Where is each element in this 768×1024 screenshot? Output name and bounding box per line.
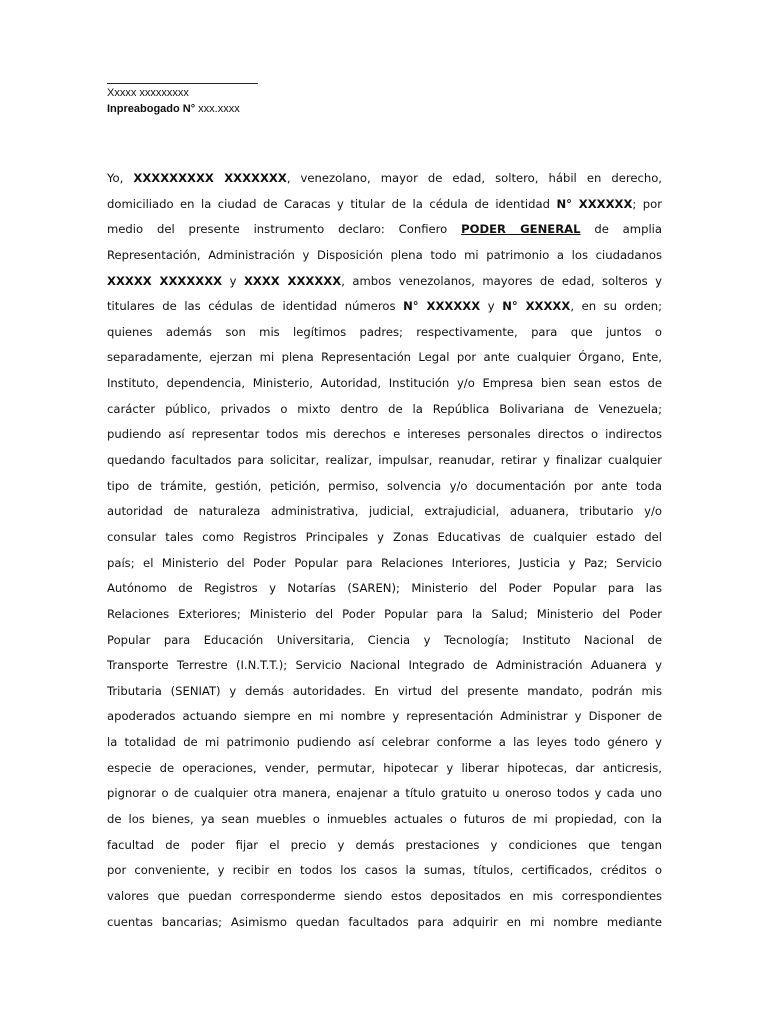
text-run: especie de operaciones, vender, permutar, hipotecar y liberar hipotecas, dar anticresis,: [107, 760, 662, 775]
power-of-attorney-body: [107, 166, 662, 935]
body-line: [107, 499, 662, 525]
text-run: medio del presente instrumento declaro: Confiero: [107, 222, 462, 237]
text-run: Tributaria (SENIAT) y demás autoridades. En virtud del presente mandato, podrán mis: [107, 683, 662, 698]
text-run: , venezolano, mayor de edad, soltero, hábil en derecho,: [286, 171, 662, 185]
text-run: pudiendo así representar todos mis derechos e intereses personales directos o indirectos: [107, 427, 662, 442]
body-line: [107, 243, 662, 269]
body-line: [107, 730, 662, 756]
text-run: Popular para Educación Universitaria, Ciencia y Tecnología; Instituto Nacional de: [107, 632, 662, 647]
body-line: [107, 192, 662, 218]
text-run: y: [222, 273, 244, 288]
body-line: [107, 422, 662, 448]
text-run: consular tales como Registros Principales y Zonas Educativas de cualquier estado del: [107, 529, 662, 544]
body-line: [107, 166, 662, 192]
text-run: , ambos venezolanos, mayores de edad, solteros y: [341, 273, 662, 288]
text-run: la totalidad de mi patrimonio pudiendo así celebrar conforme a las leyes todo género y: [107, 735, 662, 750]
text-run: cuentas bancarias; Asimismo quedan facultados para adquirir en mi nombre mediante: [107, 914, 662, 929]
text-run: N° XXXXXX: [403, 299, 481, 314]
body-line: [107, 653, 662, 679]
body-line: [107, 884, 662, 910]
text-run: XXXXX XXXXXXX: [107, 273, 223, 288]
text-run: quedando facultados para solicitar, realizar, impulsar, reanudar, retirar y finalizar cualquier: [107, 453, 662, 468]
body-line: [107, 269, 662, 295]
body-line: [107, 833, 662, 859]
text-run: tipo de trámite, gestión, petición, permiso, solvencia y/o documentación por ante toda: [107, 478, 662, 493]
body-line: [107, 576, 662, 602]
inpreabogado-label: Inpreabogado N°: [107, 103, 196, 115]
body-line: [107, 371, 662, 397]
body-line: [107, 525, 662, 551]
text-run: autoridad de naturaleza administrativa, judicial, extrajudicial, aduanera, tributario y/o: [107, 504, 662, 519]
body-line: [107, 910, 662, 936]
body-line: [107, 704, 662, 730]
text-run: país; el Ministerio del Poder Popular para Relaciones Interiores, Justicia y Paz; Servicio: [107, 555, 662, 570]
body-line: [107, 294, 662, 320]
text-run: separadamente, ejerzan mi plena Representación Legal por ante cualquier Órgano, Ente,: [107, 350, 662, 365]
body-line: [107, 628, 662, 654]
text-run: de los bienes, ya sean muebles o inmuebles actuales o futuros de mi propiedad, con la: [107, 812, 662, 827]
text-run: apoderados actuando siempre en mi nombre y representación Administrar y Disponer de: [107, 709, 662, 724]
text-run: PODER GENERAL: [461, 222, 581, 237]
body-line: [107, 858, 662, 884]
body-line: [107, 756, 662, 782]
text-run: Yo,: [107, 171, 134, 185]
text-run: y: [480, 299, 503, 314]
text-run: N° XXXXXX: [556, 196, 633, 211]
text-run: Instituto, dependencia, Ministerio, Autoridad, Institución y/o Empresa bien sean estos de: [107, 376, 662, 391]
signature-line: [107, 83, 258, 84]
body-line: [107, 781, 662, 807]
text-run: Autónomo de Registros y Notarías (SAREN); Ministerio del Poder Popular para las: [107, 581, 662, 596]
body-line: [107, 345, 662, 371]
text-run: quienes además son mis legítimos padres; respectivamente, para que juntos o: [107, 324, 662, 339]
text-run: domiciliado en la ciudad de Caracas y titular de la cédula de identidad: [107, 196, 557, 211]
text-run: titulares de las cédulas de identidad números: [107, 299, 404, 314]
body-line: [107, 397, 662, 423]
text-run: Transporte Terrestre (I.N.T.T.); Servicio Nacional Integrado de Administración Aduanera y: [107, 658, 662, 673]
text-run: ; por: [632, 196, 662, 211]
text-run: carácter público, privados o mixto dentro de la República Bolivariana de Venezuela;: [107, 401, 662, 416]
body-line: [107, 320, 662, 346]
body-line: [107, 551, 662, 577]
inpreabogado-line: [107, 102, 240, 116]
text-run: Representación, Administración y Disposición plena todo mi patrimonio a los ciudadanos: [107, 247, 662, 262]
text-run: por conveniente, y recibir en todos los casos la sumas, títulos, certificados, créditos o: [107, 863, 662, 878]
body-line: [107, 474, 662, 500]
text-run: N° XXXXX: [502, 299, 571, 314]
body-line: [107, 679, 662, 705]
text-run: Relaciones Exteriores; Ministerio del Poder Popular para la Salud; Ministerio del Poder: [107, 606, 662, 621]
body-line: [107, 602, 662, 628]
body-line: [107, 448, 662, 474]
inpreabogado-number: xxx.xxxx: [195, 103, 240, 115]
text-run: valores que puedan corresponderme siendo estos depositados en mis correspondientes: [107, 888, 662, 903]
body-line: [107, 217, 662, 243]
text-run: , en su orden;: [570, 299, 662, 314]
text-run: de amplia: [580, 222, 662, 237]
text-run: facultad de poder fijar el precio y demás prestaciones y condiciones que tengan: [107, 837, 662, 852]
body-line: [107, 807, 662, 833]
lawyer-name: Xxxxx xxxxxxxxx: [107, 87, 189, 99]
text-run: XXXX XXXXXX: [243, 273, 342, 288]
text-run: pignorar o de cualquier otra manera, enajenar a título gratuito u oneroso todos y cada uno: [107, 786, 662, 801]
text-run: XXXXXXXXX XXXXXXX: [133, 171, 287, 185]
